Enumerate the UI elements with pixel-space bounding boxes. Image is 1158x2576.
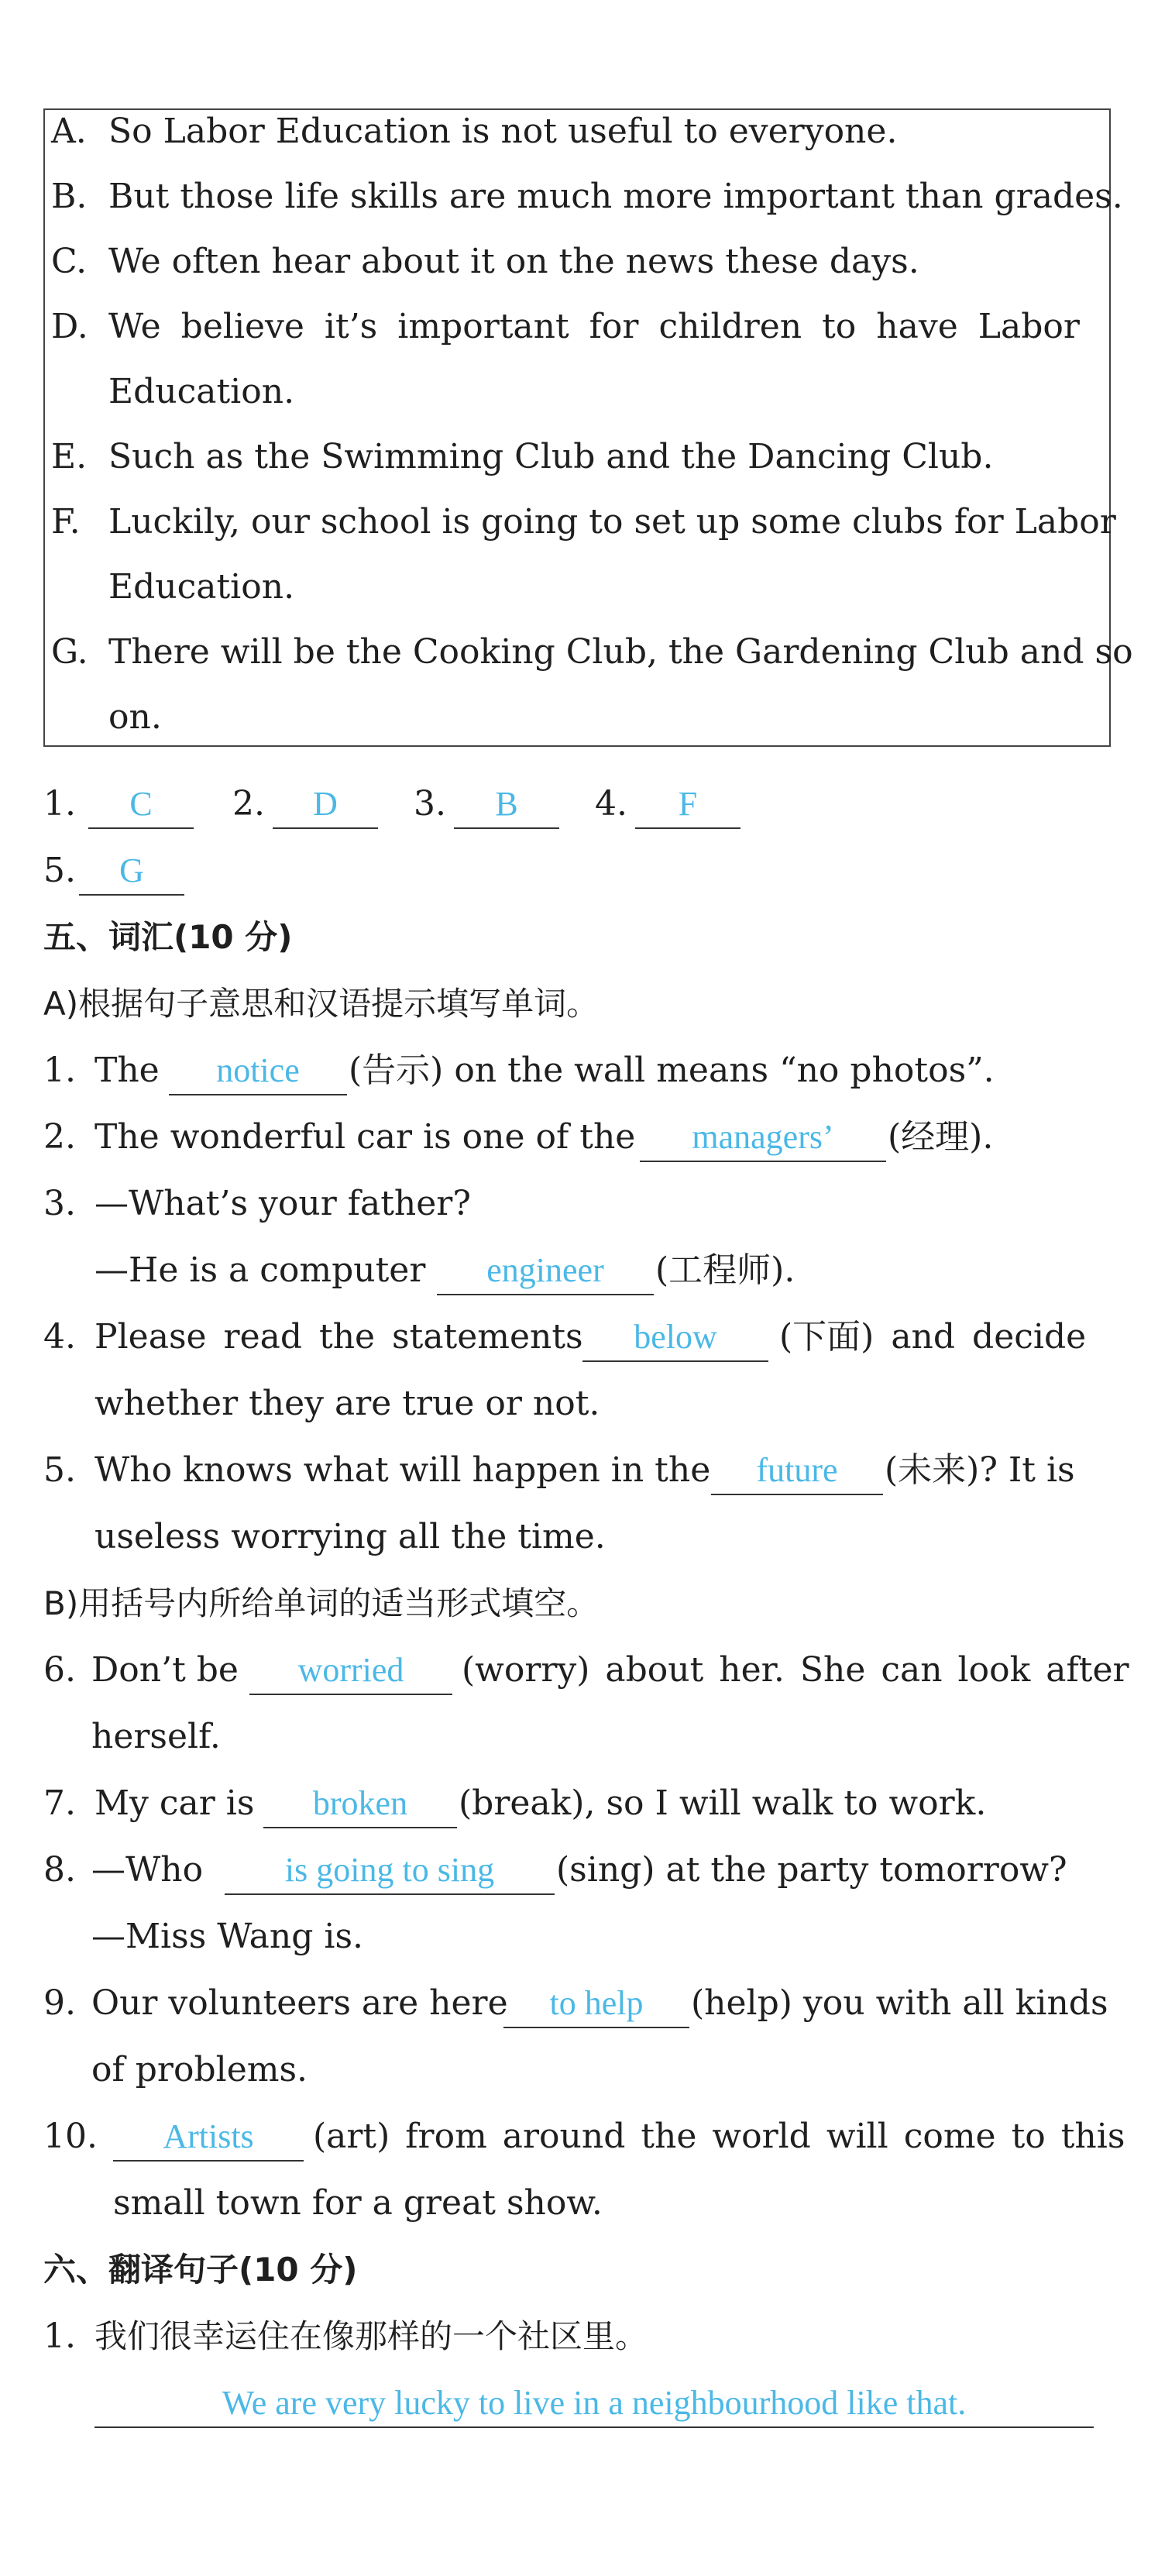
option-c-text: We often hear about it on the news these days.: [108, 242, 919, 281]
q2-text-after: (经理).: [888, 1117, 994, 1157]
option-b-letter: B.: [51, 177, 88, 216]
section-5-title: 五、词汇(10 分): [43, 918, 293, 956]
q5-text-after: (未来)? It is: [885, 1450, 1075, 1490]
option-f-text: Luckily, our school is going to set up some clubs for Labor: [108, 502, 1116, 542]
answer-1-num: 1.: [43, 784, 76, 824]
option-b-text: But those life skills are much more important than grades.: [108, 177, 1123, 216]
q3-text-before: —He is a computer: [94, 1250, 426, 1290]
q10-text-cont: small town for a great show.: [113, 2183, 603, 2223]
answer-2-num: 2.: [232, 784, 265, 824]
q5-num: 5.: [43, 1450, 76, 1490]
section-5a-instructions: A)根据句子意思和汉语提示填写单词。: [43, 985, 600, 1023]
q10-text-after: (art) from around the world will come to this: [313, 2117, 1125, 2156]
option-f-letter: F.: [51, 502, 81, 542]
option-a-letter: A.: [51, 112, 87, 151]
q10-answer: Artists: [113, 2113, 304, 2162]
q1-num: 1.: [43, 1051, 76, 1090]
q10-num: 10.: [43, 2117, 98, 2156]
option-g-text: There will be the Cooking Club, the Gardening Club and so: [108, 632, 1133, 672]
q6-num: 6.: [43, 1650, 76, 1690]
answer-4-num: 4.: [595, 784, 627, 824]
q5-text-cont: useless worrying all the time.: [94, 1517, 606, 1556]
answer-3-num: 3.: [414, 784, 446, 824]
q8-num: 8.: [43, 1850, 76, 1890]
q3-num: 3.: [43, 1184, 76, 1223]
q1-answer: notice: [169, 1047, 347, 1095]
q3-answer: engineer: [437, 1247, 654, 1295]
option-f-text-cont: Education.: [108, 567, 295, 607]
q4-text-after: (下面) and decide: [779, 1317, 1087, 1357]
option-d-text-cont: Education.: [108, 372, 295, 411]
answer-4-value: F: [635, 781, 741, 829]
q2-text-before: The wonderful car is one of the: [94, 1117, 636, 1157]
q4-num: 4.: [43, 1317, 76, 1357]
q7-text-before: My car is: [94, 1783, 255, 1823]
option-d-text: We believe it’s important for children to have Labor: [108, 307, 1080, 346]
q9-text-before: Our volunteers are here: [91, 1983, 508, 2023]
q7-answer: broken: [263, 1780, 457, 1828]
q8-answer: is going to sing: [225, 1847, 555, 1895]
q6-text-after: (worry) about her. She can look after: [462, 1650, 1129, 1690]
answer-2-value: D: [273, 781, 378, 829]
q6-answer: worried: [249, 1647, 452, 1695]
option-d-letter: D.: [51, 307, 88, 346]
q6-text-cont: herself.: [91, 1717, 221, 1756]
answer-1-value: C: [88, 781, 194, 829]
q4-text-cont: whether they are true or not.: [94, 1384, 600, 1423]
s6-q1-num: 1.: [43, 2316, 76, 2356]
option-g-text-cont: on.: [108, 697, 162, 737]
q8-reply: —Miss Wang is.: [91, 1917, 364, 1956]
option-e-letter: E.: [51, 437, 88, 476]
q9-answer: to help: [503, 1980, 689, 2028]
q9-text-cont: of problems.: [91, 2050, 308, 2089]
q4-text-before: Please read the statements: [94, 1317, 583, 1357]
q2-answer: managers’: [640, 1114, 886, 1162]
s6-q1-prompt: 我们很幸运住在像那样的一个社区里。: [94, 2317, 648, 2355]
q3-text-after: (工程师).: [655, 1250, 795, 1290]
q5-text-before: Who knows what will happen in the: [94, 1450, 711, 1490]
q9-num: 9.: [43, 1983, 76, 2023]
section-5b-instructions: B)用括号内所给单词的适当形式填空。: [43, 1584, 600, 1622]
answer-5-num: 5.: [43, 851, 76, 890]
q8-text-before: —Who: [91, 1850, 204, 1890]
q9-text-after: (help) you with all kinds: [691, 1983, 1108, 2023]
answer-3-value: B: [454, 781, 559, 829]
option-a-text: So Labor Education is not useful to everyone.: [108, 112, 898, 151]
answer-5-value: G: [79, 848, 184, 896]
q1-text-before: The: [94, 1051, 160, 1090]
q3-question: —What’s your father?: [94, 1184, 471, 1223]
q2-num: 2.: [43, 1117, 76, 1157]
q8-text-after: (sing) at the party tomorrow?: [556, 1850, 1067, 1890]
s6-q1-answer: We are very lucky to live in a neighbourhood like that.: [94, 2380, 1094, 2428]
q6-text-before: Don’t be: [91, 1650, 239, 1690]
q5-answer: future: [711, 1447, 883, 1495]
section-6-title: 六、翻译句子(10 分): [43, 2251, 358, 2289]
option-g-letter: G.: [51, 632, 88, 672]
q7-text-after: (break), so I will walk to work.: [459, 1783, 987, 1823]
option-c-letter: C.: [51, 242, 88, 281]
q7-num: 7.: [43, 1783, 76, 1823]
q1-text-after: (告示) on the wall means “no photos”.: [349, 1051, 995, 1090]
q4-answer: below: [582, 1314, 768, 1362]
option-e-text: Such as the Swimming Club and the Dancing Club.: [108, 437, 994, 476]
